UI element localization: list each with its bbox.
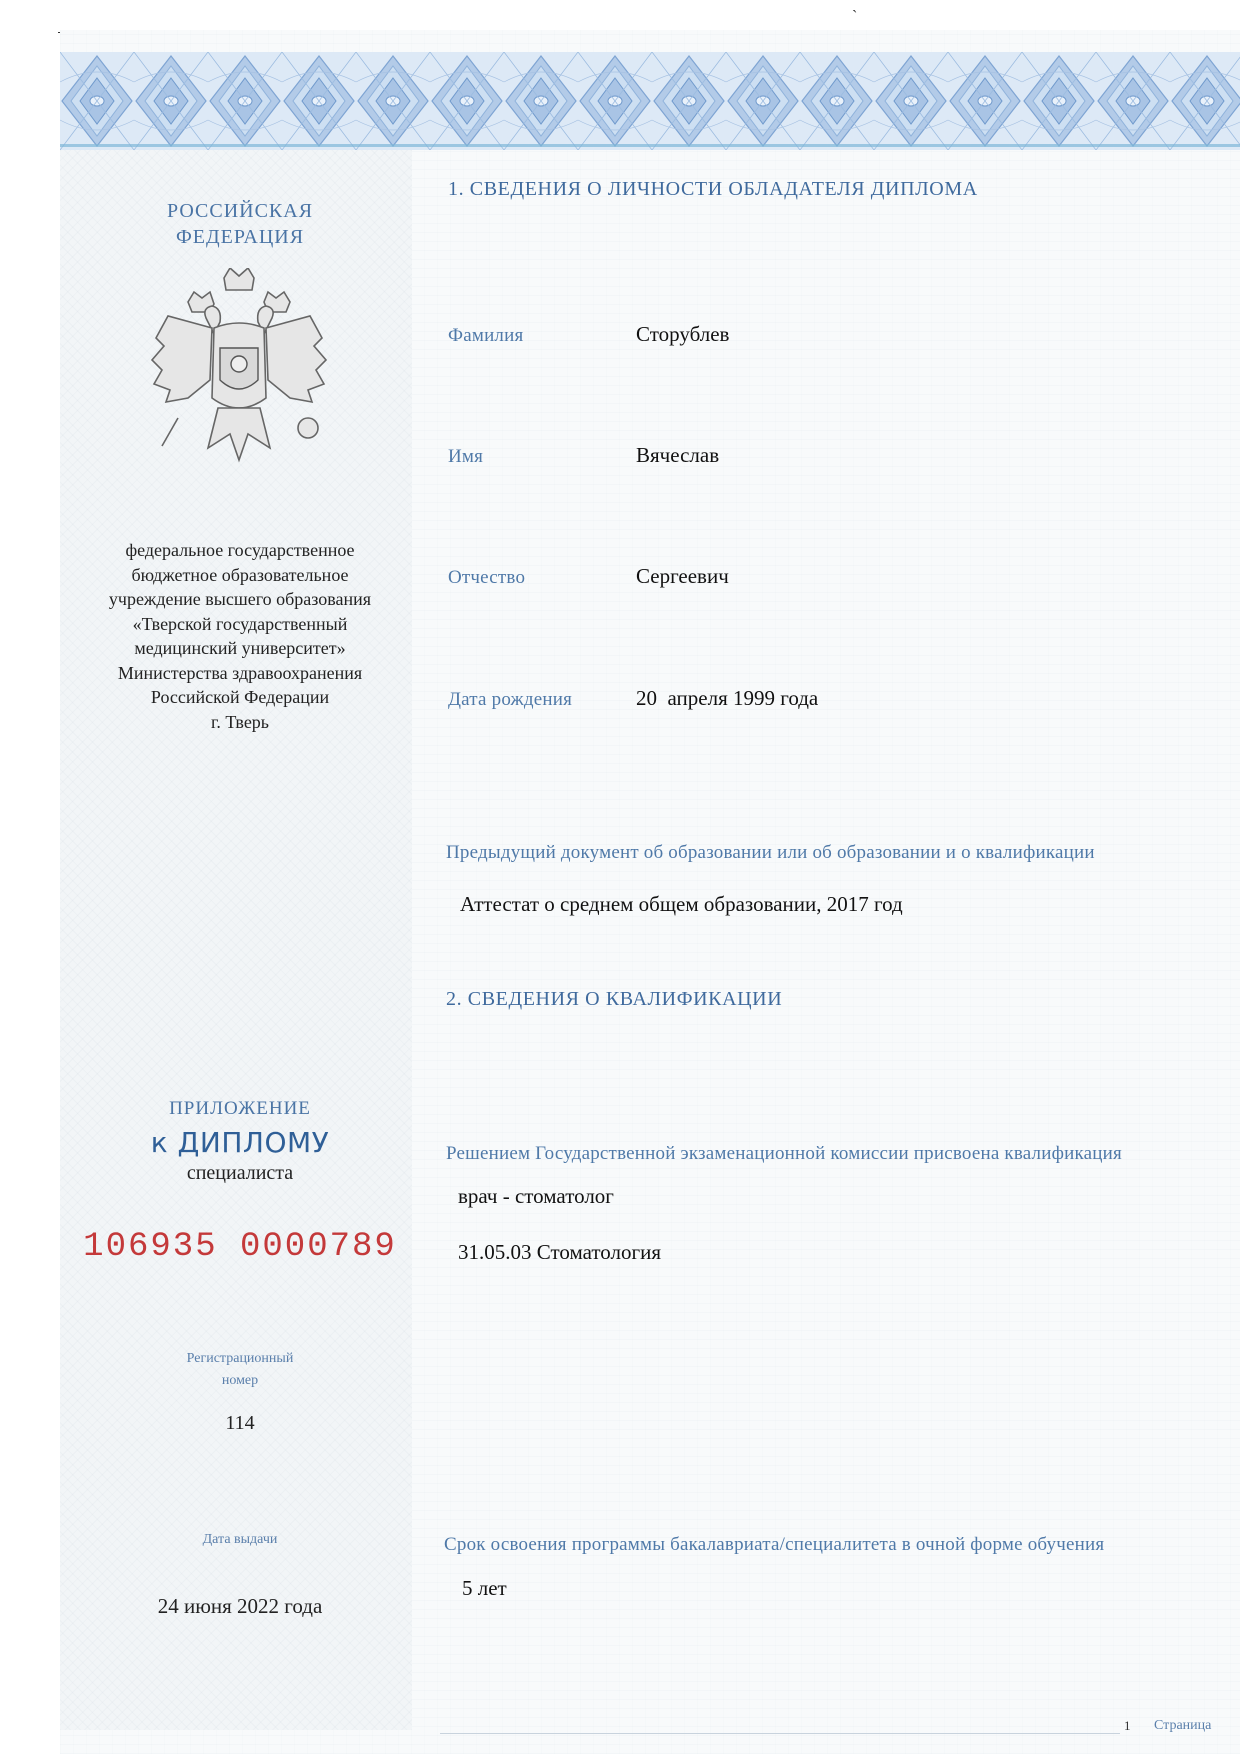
specialty-value: 31.05.03 Стоматология [458,1240,662,1264]
section1-title: 1. СВЕДЕНИЯ О ЛИЧНОСТИ ОБЛАДАТЕЛЯ ДИПЛОМА [448,178,978,200]
previous-document-label: Предыдущий документ об образовании или об образовании и о квалификации [446,842,1095,863]
patronymic-value: Сергеевич [636,564,729,588]
issue-date: 24 июня 2022 года [157,1594,323,1618]
name-value: Вячеслав [636,443,720,467]
serial-number: 106935 0000789 [83,1228,397,1266]
registration-label: Регистрационный номер [186,1351,294,1388]
page-word: Страница [1154,1718,1212,1733]
birth-date-label: Дата рождения [448,689,573,710]
section2-title: 2. СВЕДЕНИЯ О КВАЛИФИКАЦИИ [446,988,783,1010]
guilloche-band [60,52,1240,150]
surname-label: Фамилия [448,325,524,346]
country-title: РОССИЙСКАЯ ФЕДЕРАЦИЯ [166,200,314,248]
scan-mark: ˋ [852,8,858,25]
previous-document-value: Аттестат о среднем общем образовании, 2017 год [460,892,903,916]
issue-date-label: Дата выдачи [202,1532,278,1547]
surname-value: Сторублев [636,322,730,346]
patronymic-label: Отчество [448,567,526,588]
appendix-subtitle: к ДИПЛОМУ [150,1126,330,1159]
study-term-label: Срок освоения программы бакалавриата/специалитета в очной форме обучения [444,1534,1105,1555]
qualification-label: Решением Государственной экзаменационной комиссии присвоена квалификация [446,1143,1122,1164]
page-number: 1 [1124,1718,1131,1733]
footer-rule [440,1733,1120,1734]
appendix-title: ПРИЛОЖЕНИЕ [169,1098,311,1119]
qualification-value: врач - стоматолог [458,1184,614,1208]
study-term-value: 5 лет [462,1576,507,1600]
name-label: Имя [448,446,484,467]
appendix-kind: специалиста [186,1162,294,1184]
coat-of-arms-icon [148,268,330,468]
registration-number: 114 [225,1412,255,1434]
birth-date-value: 20 апреля 1999 года [636,686,819,710]
organization-name: федеральное государственное бюджетное образовательное учреждение высшего образования «Тверской государственный медицинский университет» Министерства здравоохранения Российской Федерации г. Тверь [108,540,372,732]
